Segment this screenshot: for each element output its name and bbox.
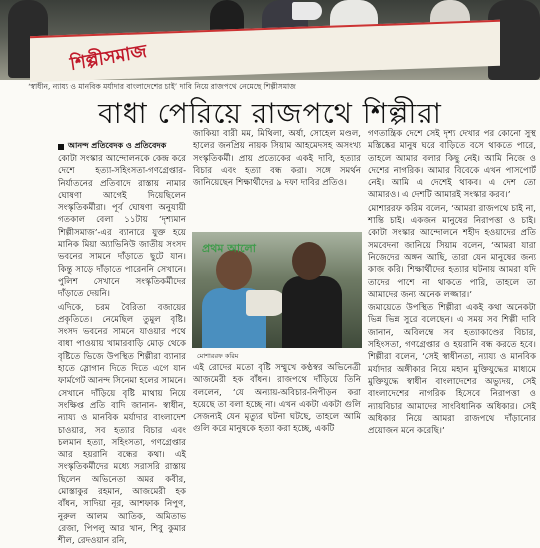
megaphone-icon [292,2,322,20]
paragraph: মোশাররফ করিম বলেন, ‘আমরা রাজপথে চাই না, শান্তি চাই। একজন মানুষের নিরাপত্তা ও চাই। কোটা সংস্কার আন্দোলনে শহীদ হওয়াদের প্রতি সমবেদনা জানিয়ে সিয়াম বলেন, ‘আমরা যারা নিজেদের অঙ্গন আছি, তারা যেন মানুষের জন্য কাজ করি। শিক্ষার্থীদের হত্যার ঘটনায় আমরা যদি তাদের পাশে না থাকতে পারি, তাহলে তা আমাদের জন্য অনেক লজ্জার।’ [368,203,536,300]
banner-text: শিল্পীসমাজ [68,40,148,76]
paragraph: এই রোদের মতো বৃষ্টি সম্মুখে কণ্ঠস্বর অভিনেত্রী আজমেরী হক বাঁধন। রাজপথে দাঁড়িয়ে তিনি বললেন, ‘যে অন্যায়-অবিচার-নিপীড়ন করা হয়েছে তা বলা হচ্ছে না। এখন একটা একটা গুলি সেজন্যই যেন মৃত্যুর ঘটনা ঘটছে, তাহলে আমি গুলি করে মানুষকে হত্যা করা হচ্ছে, একটি [193,363,361,435]
article-headline: বাধা পেরিয়ে রাজপথে শিল্পীরা [98,97,442,130]
megaphone-icon [246,290,286,316]
article-column-1 [58,153,186,547]
protest-banner [30,20,500,82]
protester-head [292,242,326,280]
byline-square-icon [58,144,64,150]
article-column-2-top [193,128,361,230]
article-column-2-bottom [193,362,361,440]
paragraph: জমায়েতে উপস্থিত শিল্পীরা একই কথা অনেকটা ভিন্ন ভিন্ন সুরে বলেছেন। এ সময় সব শিল্পী দাবি জানান, অবিলম্বে সব হত্যাকাণ্ডের বিচার, সহিংসতা, গণগ্রেপ্তার ও হয়রানি বন্ধ করতে হবে। শিল্পীরা বলেন, ‘সেই স্বাধীনতা, ন্যায্য ও মানবিক মর্যাদার অঙ্গীকার নিয়ে মহান মুক্তিযুদ্ধের মাধ্যমে মুক্তিযুদ্ধে স্বাধীন বাংলাদেশের অভ্যুদয়, সেই বাংলাদেশের নাগরিক হিসেবে নিরাপত্তা ও ন্যায়বিচার আমাদের সাংবিধানিক অধিকার। সেই অধিকার নিয়ে আমরা রাজপথে দাঁড়ানোর প্রয়োজন মনে করেছি।’ [368,303,536,437]
article-column-3 [368,128,536,440]
photo-credit: মোশাররফ করিম [197,352,239,360]
paragraph: জাকিয়া বারী মম, মিথিলা, অর্ষা, সোহেল মণ্ডল, হালের জনপ্রিয় নায়ক সিয়াম আহমেদসহ অসংখ্য সংস্কৃতিকর্মী। প্রায় প্রত্যেকের একই দাবি, হত্যার বিচার এবং হত্যা বন্ধ করা। সঙ্গে সমর্থন জানিয়েছেন শিক্ষার্থীদের ৯ দফা দাবির প্রতিও। [193,129,361,189]
protest-photo-top [0,0,540,80]
byline [58,140,166,153]
paragraph: এদিকে, চরম বৈরিতা বজায়ের প্রকৃতিতে। নেমেছিল তুমুল বৃষ্টি। সংসদ ভবনের সামনে যাওয়ার পথে বাধা পাওয়ায় খামারবাড়ি মোড় থেকে বৃষ্টিতে ভিজে উপস্থিত শিল্পীরা ব্যানার হাতে স্লোগান দিতে দিতে এগে যান ফার্মগেট আনন্দ সিনেমা হলের সামনে। সেখানে দাঁড়িয়ে বৃষ্টি মাথায় নিয়ে সংক্ষিপ্ত প্রতি বাদি জানান- স্বাধীন, ন্যায্য ও মানবিক মর্যাদার বাংলাদেশ চাওয়ার, সব হত্যার বিচার এবং চলমান হত্যা, সহিংসতা, গণগ্রেপ্তার আর হয়রানি বন্ধের কথা। এই সংস্কৃতিকর্মীদের মধ্যে সরাসরি রাস্তায় ছিলেন অভিনেতা অমর কবীর, মোস্তাকুর রহমান, আজমেরী হক বাঁধন, সাদিয়া নূর, আশফাক নিপুণ, নুরুল আলম আতিক, অমিতাভ রেজা, পিপলু আর খান, শিবু কুমার শীল, রেদওয়ান রনি, [58,302,186,547]
paragraph: গণতান্ত্রিক দেশে সেই দৃশ্য দেখার পর কোনো সুস্থ মস্তিষ্কের মানুষ ঘরে বাড়িতে বসে থাকতে পারে, তাহলে আমার বলার কিছু নেই। আমি নিজে ও দেশের নাগরিক। আমার বিবেকে এখন পাসপোর্ট নেই। আমি এ দেশেই থাকব। এ দেশ তো আমারও। এ দেশটি আমারই সংস্কার করব।’ [368,129,536,201]
photo-caption: ‘স্বাধীন, ন্যায্য ও মানবিক মর্যাদার বাংলাদেশের চাই’ দাবি নিয়ে রাজপথে নেমেছে শিল্পীসমাজ [28,82,296,91]
watermark-logo: প্রথম আলো [202,242,256,255]
protester-figure [282,276,342,348]
byline-text: আনন্দ প্রতিবেদক ও প্রতিবেদক [68,140,167,150]
protest-photo-middle [192,232,362,348]
paragraph: কোটা সংস্কার আন্দোলনকে কেন্দ্র করে দেশে হত্যা-সহিংসতা-গণগ্রেপ্তার-নির্যাতনের প্রতিবাদে রাস্তায় নামার ঘোষণা আগেই দিয়েছিলেন সংস্কৃতিকর্মীরা। পূর্ব ঘোষণা অনুযায়ী গতকাল বেলা ১১টায় ‘দৃশ্যমান শিল্পীসমাজ’-এর ব্যানারে যুক্ত হয়ে মানিক মিয়া অ্যাভিনিউ জাতীয় সংসদ ভবনের সামনে দাঁড়াতে ছুটে যান। কিন্তু সাড়ে দাঁড়াতে পারেননি সেখানে। পুলিশ সেখানে সংস্কৃতিকর্মীদের দাঁড়াতে দেয়নি। [58,154,186,300]
